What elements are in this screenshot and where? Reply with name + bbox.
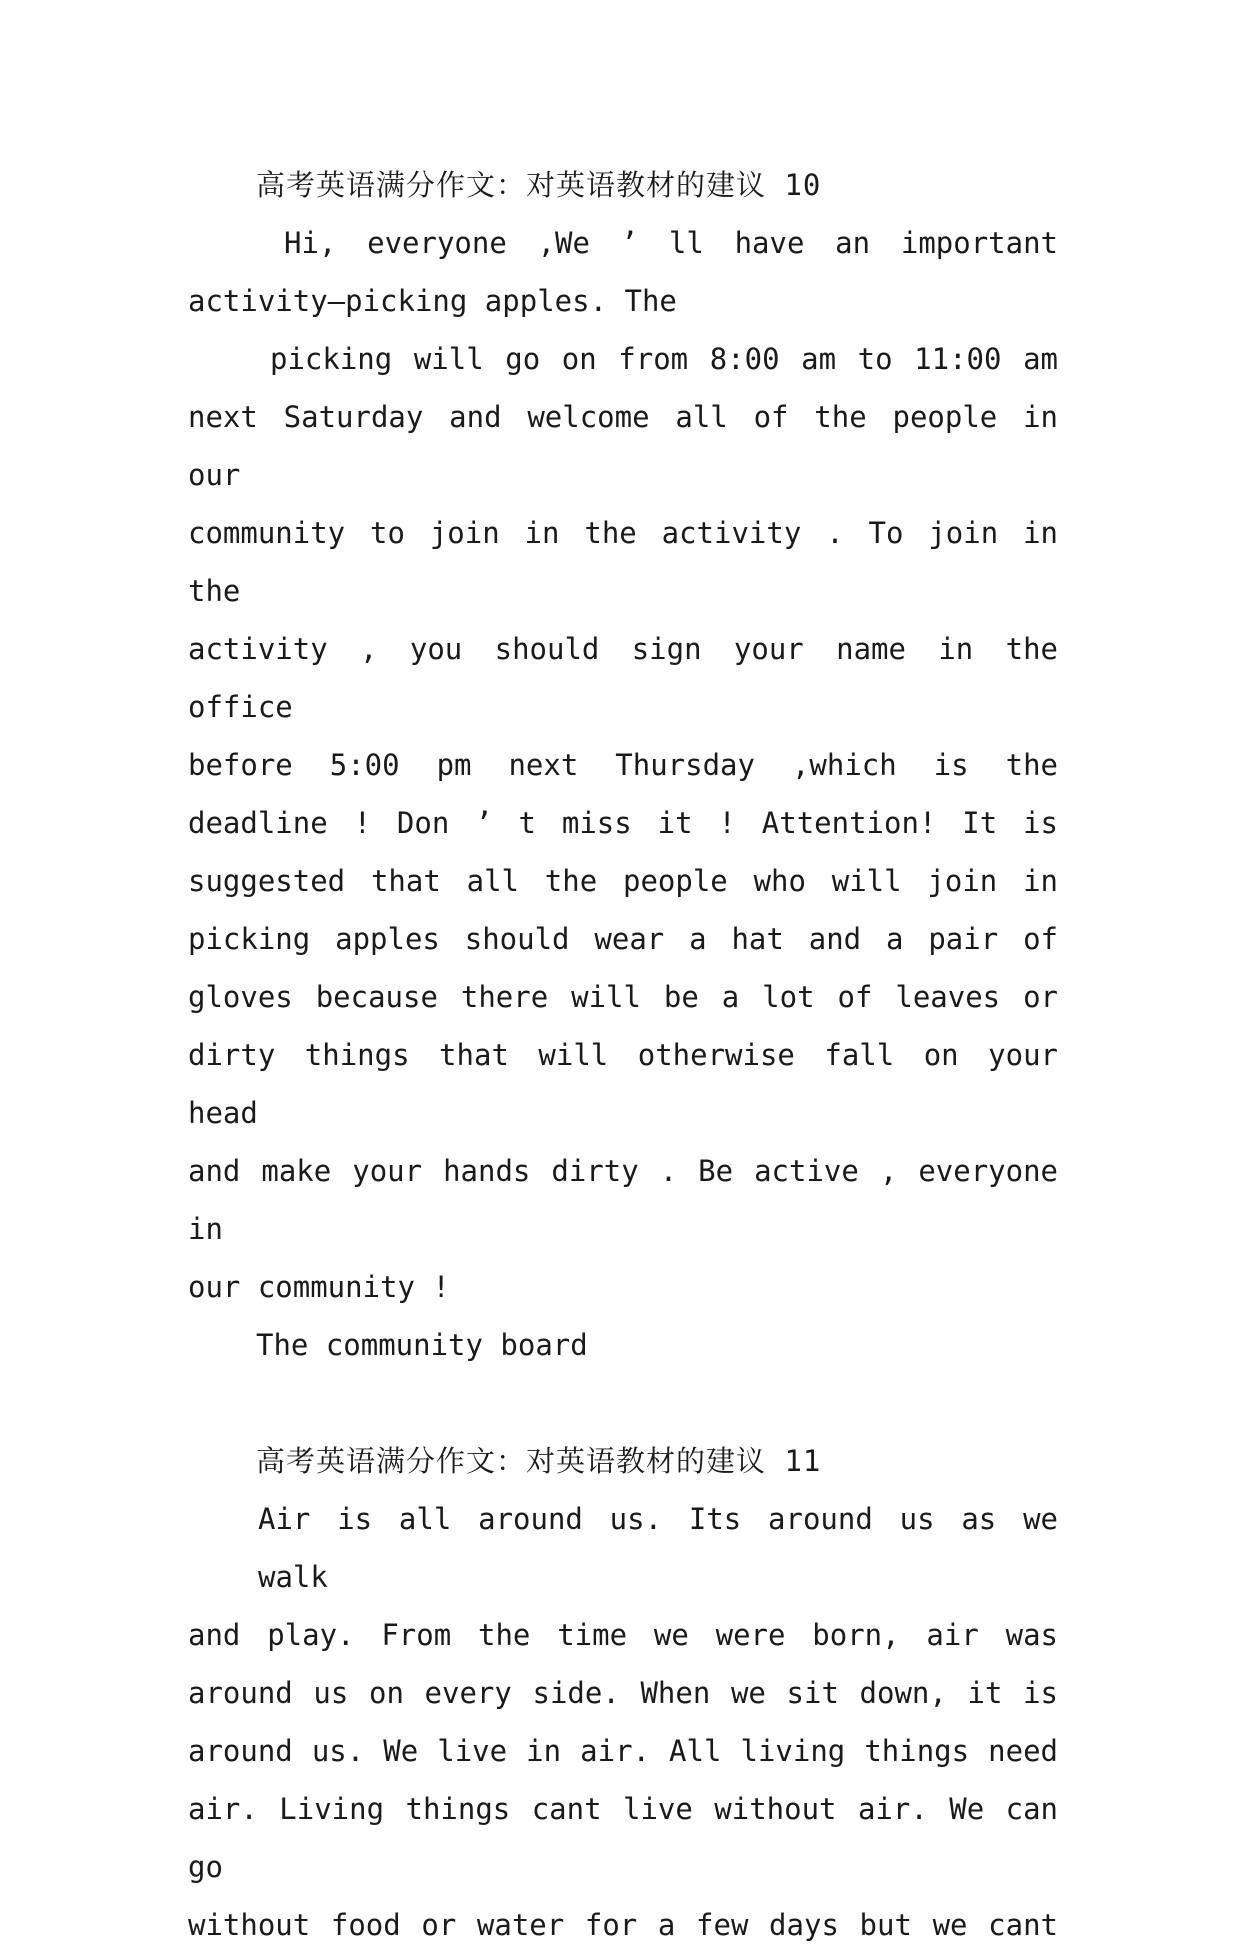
text-line: Hi, everyone ,We ’ ll have an important bbox=[284, 226, 1058, 260]
section-11-body-paragraph bbox=[188, 1490, 1058, 1954]
text-line: next Saturday and welcome all of the people in our bbox=[188, 400, 1058, 492]
text-line: around us. We live in air. All living things need bbox=[188, 1734, 1058, 1768]
text-line: activity , you should sign your name in the office bbox=[188, 632, 1058, 724]
text-line: suggested that all the people who will join in bbox=[188, 864, 1058, 898]
text-line: dirty things that will otherwise fall on your head bbox=[188, 1038, 1058, 1130]
text-line: and play. From the time we were born, air was bbox=[188, 1618, 1058, 1652]
section-11-heading: 高考英语满分作文：对英语教材的建议 11 bbox=[256, 1444, 822, 1478]
section-10-body-paragraph bbox=[188, 330, 1058, 1316]
document-body bbox=[188, 156, 1058, 1954]
text-line: picking apples should wear a hat and a pair of bbox=[188, 922, 1058, 956]
text-line: our community ! bbox=[188, 1270, 450, 1304]
text-line: community to join in the activity . To join in the bbox=[188, 516, 1058, 608]
text-line: deadline ! Don ’ t miss it ! Attention! It is bbox=[188, 806, 1058, 840]
text-line: without food or water for a few days but we cant bbox=[188, 1908, 1058, 1942]
text-line: air. Living things cant live without air. We can go bbox=[188, 1792, 1058, 1884]
text-line: activity—picking apples. The bbox=[188, 284, 677, 318]
text-line: and make your hands dirty . Be active , everyone in bbox=[188, 1154, 1058, 1246]
section-10-signoff: The community board bbox=[256, 1328, 588, 1362]
text-line: Air is all around us. Its around us as we walk bbox=[258, 1502, 1058, 1594]
section-spacer bbox=[188, 1374, 1058, 1432]
section-10-intro-paragraph bbox=[188, 214, 1058, 330]
text-line: gloves because there will be a lot of leaves or bbox=[188, 980, 1058, 1014]
section-10-heading: 高考英语满分作文：对英语教材的建议 10 bbox=[256, 168, 822, 202]
text-line: around us on every side. When we sit down, it is bbox=[188, 1676, 1058, 1710]
text-line: picking will go on from 8:00 am to 11:00 am bbox=[270, 342, 1058, 376]
text-line: before 5:00 pm next Thursday ,which is the bbox=[188, 748, 1058, 782]
